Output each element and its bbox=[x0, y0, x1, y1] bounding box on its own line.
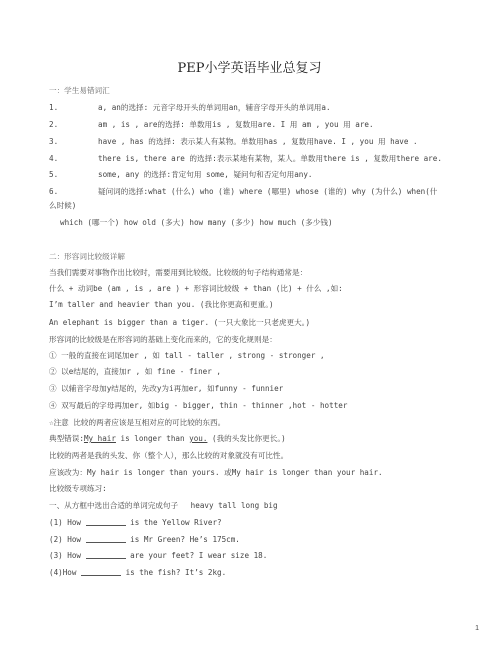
extra-question-words: which (哪一个) how old (多大) how many (多少) how much (多少钱) bbox=[60, 218, 333, 227]
item-number: 2. bbox=[49, 120, 59, 129]
text-line: 什么 + 动词be (am , is , are ) + 形容词比较级 + than (比) + 什么 ,如: bbox=[49, 284, 343, 293]
item-text: there is, there are 的选择:表示某地有某物，某人。单数用there is , 复数用there are. bbox=[98, 154, 442, 163]
text-line: I’m taller and heavier than you. (我比你更高和更重。) bbox=[49, 300, 274, 309]
typical-error-suffix: (我的头发比你更长。) bbox=[207, 434, 286, 443]
document-title: PEP小学英语毕业总复习 bbox=[177, 61, 322, 76]
typical-error-underlined: My hair bbox=[83, 434, 116, 443]
item-number: 6. bbox=[49, 187, 59, 196]
text-line: 形容词的比较级是在形容词的基础上变化而来的，它的变化规则是： bbox=[49, 335, 277, 344]
item-text: am , is , are的选择: 单数用is , 复数用are. I 用 am , you 用 are. bbox=[98, 120, 374, 129]
item-number: 1. bbox=[49, 103, 59, 112]
exercise-suffix: are your feet? I wear size 18. bbox=[125, 551, 268, 560]
answer-blank[interactable] bbox=[81, 568, 121, 576]
item-number: 5. bbox=[49, 170, 59, 179]
exercise-line bbox=[49, 518, 222, 528]
exercise-suffix: is the fish? It’s 2kg. bbox=[121, 568, 227, 577]
item-text: 疑问词的选择:what (什么) who (谁) where (哪里) whose (谁的) why (为什么) when(什 bbox=[98, 187, 438, 196]
exercise-suffix: is Mr Green? He’s 175cm. bbox=[125, 535, 240, 544]
typical-error-line bbox=[49, 434, 286, 444]
text-line: ③ 以辅音字母加y结尾的，先改y为i再加er, 如funny - funnier bbox=[49, 384, 284, 393]
answer-blank[interactable] bbox=[86, 518, 126, 526]
exercise-suffix: is the Yellow River? bbox=[125, 518, 222, 527]
item-text: some, any 的选择:肯定句用 some, 疑问句和否定句用any. bbox=[98, 170, 313, 179]
text-line: ① 一般的直接在词尾加er , 如 tall - taller , strong - stronger , bbox=[49, 351, 325, 360]
exercise-heading: 一、从方框中选出合适的单词完成句子 bbox=[49, 501, 179, 510]
exercise-heading-line bbox=[49, 501, 278, 511]
answer-blank[interactable] bbox=[86, 551, 126, 559]
exercise-prefix: (4)How bbox=[49, 568, 82, 577]
exercise-line bbox=[49, 551, 267, 561]
exercise-prefix: (2) How bbox=[49, 535, 86, 544]
item-text-continued: 么时候) bbox=[49, 201, 77, 210]
item-number: 3. bbox=[49, 137, 59, 146]
text-line: An elephant is bigger than a tiger. (一只大象比一只老虎更大。) bbox=[49, 318, 311, 327]
exercise-prefix: (1) How bbox=[49, 518, 86, 527]
section1-heading: 一：学生易错词汇 bbox=[49, 86, 110, 95]
typical-error-prefix: 典型错误: bbox=[49, 434, 84, 443]
text-line: ④ 双写最后的字母再加er, 如big - bigger, thin - thinner ,hot - hotter bbox=[49, 401, 348, 410]
item-text: have , has 的选择: 表示某人有某物。单数用has , 复数用have. I , you 用 have . bbox=[98, 137, 418, 146]
section2-heading: 二：形容词比较级详解 bbox=[49, 252, 125, 261]
text-line: 比较级专项练习: bbox=[49, 484, 107, 493]
exercise-line bbox=[49, 535, 240, 545]
note-line: ☆注意 比较的两者应该是互相对应的可比较的东西。 bbox=[49, 418, 226, 427]
text-line: 比较的两者是我的头发、你（整个人），那么比较的对象就没有可比性。 bbox=[49, 451, 289, 460]
word-box: heavy tall long big bbox=[190, 501, 278, 510]
page-number: 1 bbox=[475, 625, 479, 632]
exercise-line bbox=[49, 568, 226, 578]
text-line: 应该改为：My hair is longer than yours. 或My hair is longer than your hair. bbox=[49, 468, 383, 477]
typical-error-mid: is longer than bbox=[115, 434, 190, 443]
text-line: 当我们需要对事物作出比较时，需要用到比较级。比较级的句子结构通常是： bbox=[49, 268, 308, 277]
answer-blank[interactable] bbox=[86, 535, 126, 543]
item-number: 4. bbox=[49, 154, 59, 163]
item-text: a, an的选择: 元音字母开头的单词用an，辅音字母开头的单词用a. bbox=[98, 103, 331, 112]
exercise-prefix: (3) How bbox=[49, 551, 86, 560]
typical-error-underlined: you. bbox=[189, 434, 208, 443]
text-line: ② 以e结尾的，直接加r , 如 fine - finer , bbox=[49, 367, 221, 376]
